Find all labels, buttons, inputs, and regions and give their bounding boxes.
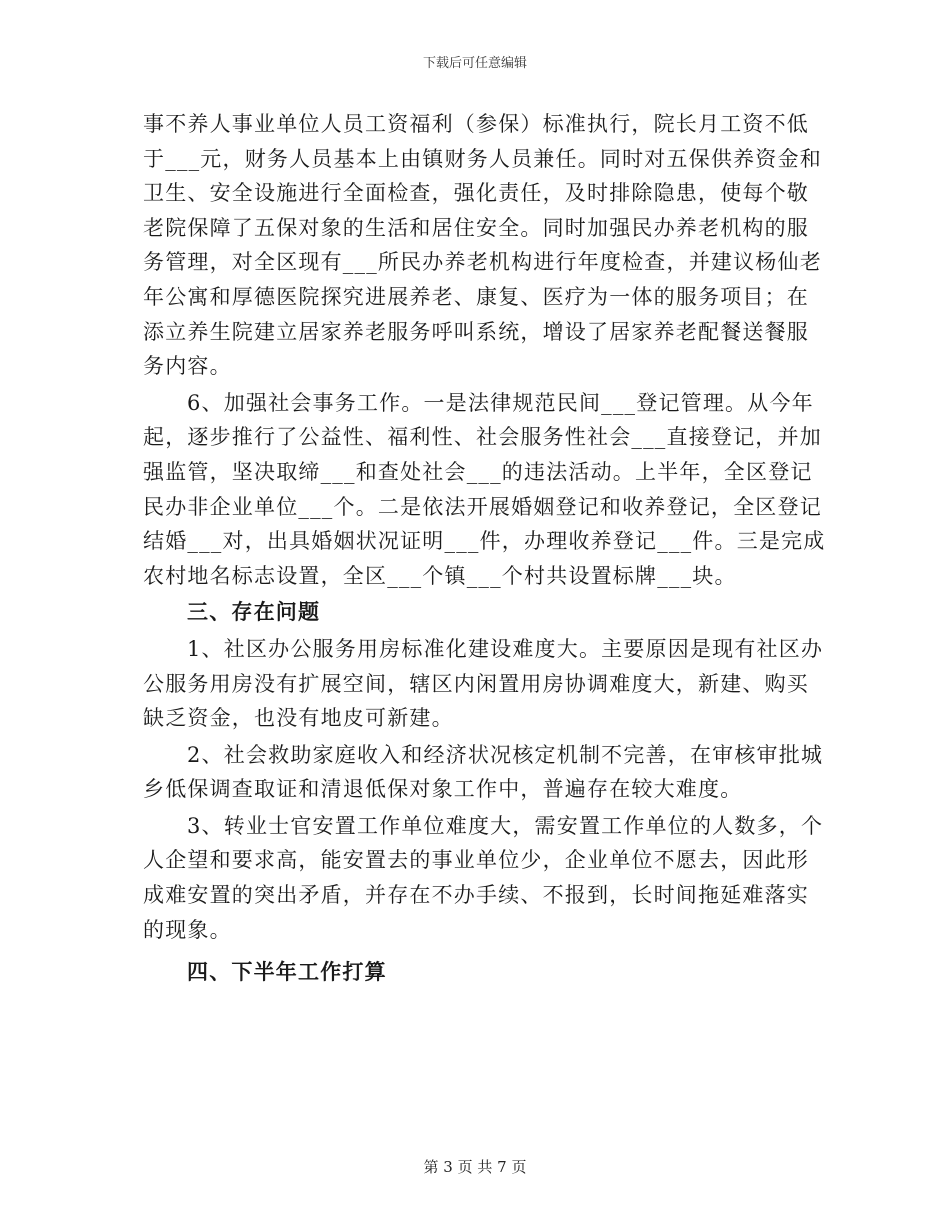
paragraph-line: 起，逐步推行了公益性、福利性、社会服务性社会___直接登记，并加 — [143, 425, 822, 450]
paragraph-line: 添立养生院建立居家养老服务呼叫系统，增设了居家养老配餐送餐服 — [143, 319, 809, 344]
paragraph-line: 强监管，坚决取缔___和查处社会___的违法活动。上半年，全区登记 — [143, 459, 813, 484]
paragraph-line: 成难安置的突出矛盾，并存在不办手续、不报到，长时间拖延难落实 — [143, 883, 809, 908]
paragraph-line: 3、转业士官安置工作单位难度大，需安置工作单位的人数多，个 — [187, 813, 824, 838]
paragraph-line: 卫生、安全设施进行全面检查，强化责任，及时排除隐患，使每个敬 — [143, 181, 809, 206]
section-heading: 四、下半年工作打算 — [187, 960, 387, 985]
page-header-note: 下载后可任意编辑 — [422, 56, 527, 71]
paragraph-line: 缺乏资金，也没有地皮可新建。 — [143, 706, 454, 731]
paragraph-line: 的现象。 — [143, 917, 232, 942]
paragraph-line: 于___元，财务人员基本上由镇财务人员兼任。同时对五保供养资金和 — [143, 146, 822, 171]
paragraph-line: 务内容。 — [143, 354, 232, 379]
paragraph-line: 6、加强社会事务工作。一是法律规范民间___登记管理。从今年 — [187, 390, 814, 415]
paragraph-line: 务管理，对全区现有___所民办养老机构进行年度检查，并建议杨仙老 — [143, 250, 822, 275]
paragraph-line: 结婚___对，出具婚姻状况证明___件，办理收养登记___件。三是完成 — [143, 529, 826, 554]
paragraph-line: 1、社区办公服务用房标准化建设难度大。主要原因是现有社区办 — [187, 636, 824, 661]
paragraph-line: 老院保障了五保对象的生活和居住安全。同时加强民办养老机构的服 — [143, 215, 809, 240]
section-heading: 三、存在问题 — [187, 600, 321, 625]
page-number: 第 3 页 共 7 页 — [423, 1158, 527, 1176]
document-body — [143, 107, 826, 990]
paragraph-line: 事不养人事业单位人员工资福利（参保）标准执行，院长月工资不低 — [143, 112, 809, 136]
paragraph-line: 2、社会救助家庭收入和经济状况核定机制不完善，在审核审批城 — [187, 742, 824, 767]
paragraph-line: 人企望和要求高，能安置去的事业单位少，企业单位不愿去，因此形 — [143, 848, 809, 873]
paragraph-line: 乡低保调查取证和清退低保对象工作中，普遍存在较大难度。 — [143, 777, 743, 802]
paragraph-line: 民办非企业单位___个。二是依法开展婚姻登记和收养登记，全区登记 — [143, 494, 822, 519]
paragraph-line: 农村地名标志设置，全区___个镇___个村共设置标牌___块。 — [143, 563, 737, 588]
paragraph-line: 年公寓和厚德医院探究进展养老、康复、医疗为一体的服务项目；在 — [143, 284, 809, 309]
paragraph-line: 公服务用房没有扩展空间，辖区内闲置用房协调难度大，新建、购买 — [143, 671, 809, 696]
